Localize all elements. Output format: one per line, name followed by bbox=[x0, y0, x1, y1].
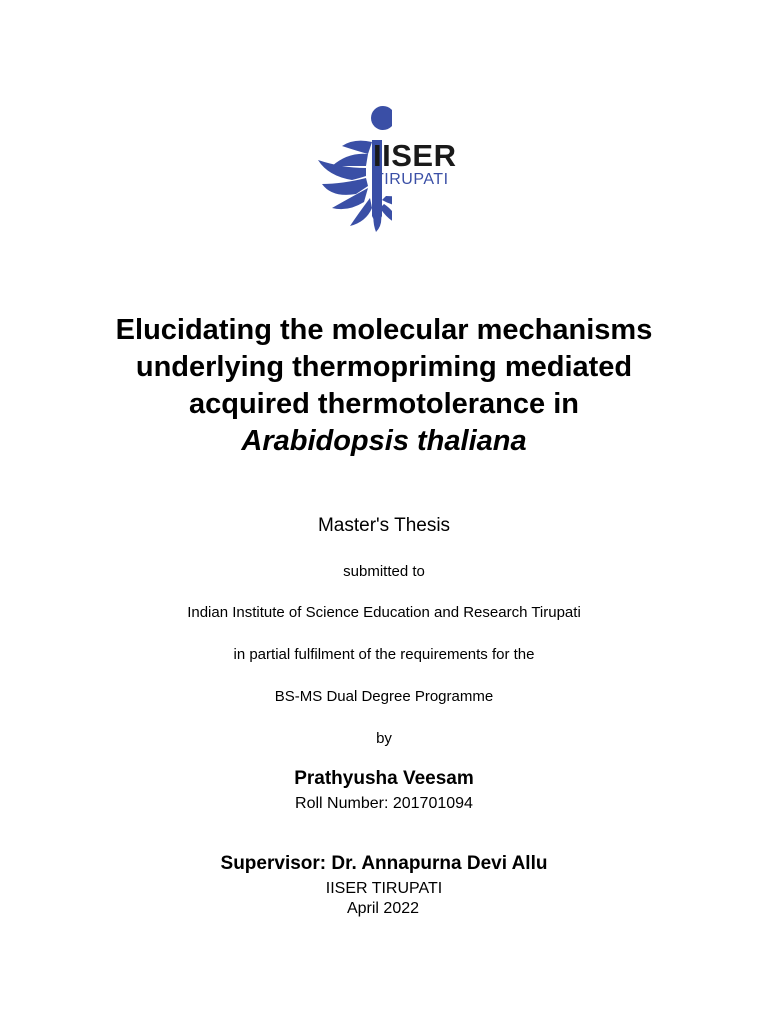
institute-name: Indian Institute of Science Education and Research Tirupati bbox=[187, 604, 581, 621]
logo-wordmark: IISER bbox=[373, 138, 457, 173]
thesis-type: Master's Thesis bbox=[317, 515, 451, 536]
submission-date: April 2022 bbox=[346, 900, 420, 917]
affiliation: IISER TIRUPATI bbox=[325, 880, 443, 897]
supervisor-name: Supervisor: Dr. Annapurna Devi Allu bbox=[220, 853, 548, 874]
title-line-4-species: Arabidopsis thaliana bbox=[241, 425, 527, 457]
roll-number: Roll Number: 201701094 bbox=[295, 795, 473, 812]
author-name: Prathyusha Veesam bbox=[294, 768, 474, 789]
by-label: by bbox=[376, 730, 392, 747]
logo-subtitle: TIRUPATI bbox=[374, 171, 449, 188]
fulfilment-statement: in partial fulfilment of the requirements for the bbox=[233, 646, 535, 663]
submitted-to-label: submitted to bbox=[343, 563, 425, 580]
iiser-tirupati-logo bbox=[272, 96, 520, 240]
title-line-3: acquired thermotolerance in bbox=[189, 388, 579, 420]
title-line-1: Elucidating the molecular mechanisms bbox=[115, 314, 653, 346]
thesis-title bbox=[40, 312, 728, 460]
title-line-2: underlying thermopriming mediated bbox=[135, 351, 633, 383]
programme-name: BS-MS Dual Degree Programme bbox=[274, 688, 494, 705]
